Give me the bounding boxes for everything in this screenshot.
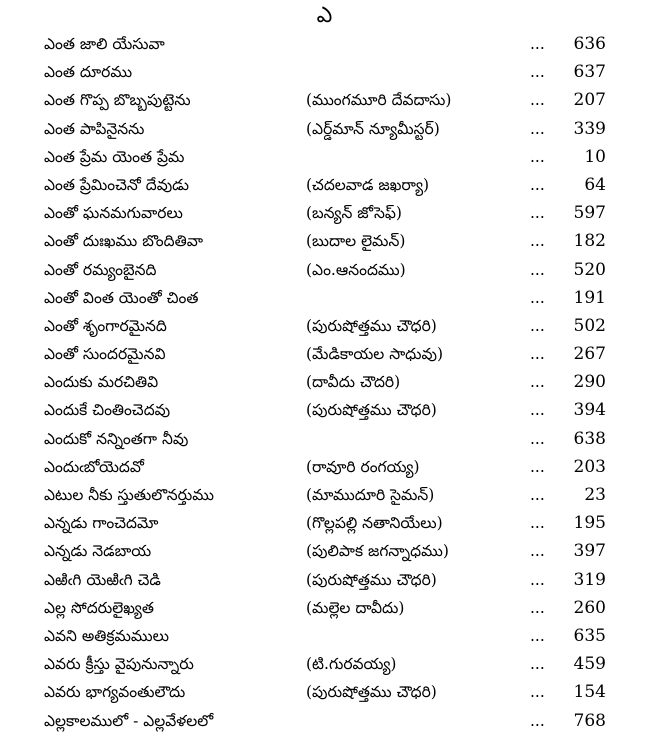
index-entry <box>0 199 649 227</box>
index-entry <box>0 650 649 678</box>
page-number: 768 <box>573 710 606 731</box>
page-number: 267 <box>573 344 606 365</box>
leader-dots: ... <box>530 429 545 448</box>
page-number: 394 <box>573 400 606 421</box>
index-entry <box>0 58 649 86</box>
leader-dots: ... <box>530 260 545 279</box>
page-number: 203 <box>573 456 606 477</box>
page-number: 459 <box>573 654 606 675</box>
page-number: 10 <box>584 146 606 167</box>
leader-dots: ... <box>530 655 545 674</box>
song-title: ఎంత ప్రేమ యెంత ప్రేమ <box>44 147 185 166</box>
index-entry <box>0 171 649 199</box>
index-entry <box>0 256 649 284</box>
leader-dots: ... <box>530 316 545 335</box>
leader-dots: ... <box>530 204 545 223</box>
leader-dots: ... <box>530 401 545 420</box>
page-number: 319 <box>573 569 606 590</box>
page-number: 636 <box>573 34 606 54</box>
song-title: ఎంతో దుఃఖము బొందితివా <box>44 232 203 251</box>
leader-dots: ... <box>530 119 545 138</box>
song-title: ఎంత పాపినైనను <box>44 119 145 138</box>
song-author: (దావీదు చౌదరి) <box>306 373 401 392</box>
index-entry <box>0 707 649 735</box>
page-number: 290 <box>573 372 606 393</box>
index-entry <box>0 425 649 453</box>
song-author: (మల్లెల దావీదు) <box>306 598 405 617</box>
leader-dots: ... <box>530 35 545 53</box>
leader-dots: ... <box>530 570 545 589</box>
leader-dots: ... <box>530 232 545 251</box>
song-author: (పులిపాక జగన్నాధము) <box>306 542 449 561</box>
song-index-list <box>0 30 649 735</box>
song-author: (పురుషోత్తము చౌధరి) <box>306 316 437 335</box>
song-title: ఎన్నడు గాంచెదమో <box>44 514 159 533</box>
song-title: ఎవరు భాగ్యవంతులౌదు <box>44 683 186 702</box>
index-entry <box>0 453 649 481</box>
song-author: (ఎం.ఆనందము) <box>306 260 406 279</box>
index-entry <box>0 678 649 706</box>
page-number: 638 <box>573 428 606 449</box>
leader-dots: ... <box>530 598 545 617</box>
song-title: ఎంతో ఘనమగువారలు <box>44 204 183 223</box>
song-title: ఎంతో రమ్యంబైనది <box>44 260 157 279</box>
song-title: ఎవరు క్రీస్తు వైపునున్నారు <box>44 655 194 674</box>
index-entry <box>0 368 649 396</box>
leader-dots: ... <box>530 175 545 194</box>
song-author: (పురుషోత్తము చౌధరి) <box>306 683 437 702</box>
leader-dots: ... <box>530 457 545 476</box>
song-author: (చదలవాడ జఖర్యా) <box>306 175 430 194</box>
song-title: ఎల్లకాలములో - ఎల్లవేళలలో <box>44 711 214 730</box>
leader-dots: ... <box>530 683 545 702</box>
page-number: 154 <box>573 682 606 703</box>
page-number: 195 <box>573 513 606 534</box>
page-number: 520 <box>573 259 606 280</box>
song-title: ఎటుల నీకు స్తుతులొనర్తుము <box>44 486 214 504</box>
leader-dots: ... <box>530 711 545 730</box>
song-title: ఎన్నడు నెడబాయ <box>44 542 152 561</box>
index-entry <box>0 340 649 368</box>
page-number: 23 <box>584 485 606 505</box>
index-entry <box>0 594 649 622</box>
song-author: (బుదాల లైమన్) <box>306 232 406 251</box>
index-entry <box>0 537 649 565</box>
song-title: ఎందుకు మరచితివి <box>44 373 159 392</box>
page-number: 635 <box>573 625 606 646</box>
leader-dots: ... <box>530 288 545 307</box>
song-title: ఎంత దూరము <box>44 63 133 82</box>
page-number: 339 <box>573 118 606 139</box>
song-title: ఎందుఁబోయెదవో <box>44 457 144 476</box>
song-author: (పురుషోత్తము చౌధరి) <box>306 401 437 420</box>
index-entry <box>0 30 649 58</box>
index-entry <box>0 227 649 255</box>
song-author: (పురుషోత్తము చౌధరి) <box>306 570 437 589</box>
page-number: 191 <box>573 287 606 308</box>
song-author: (గొల్లపల్లి నతానియేలు) <box>306 514 443 533</box>
song-author: (ఎర్డ్‌మాన్ న్యూమీస్టర్) <box>306 119 440 138</box>
page-number: 64 <box>584 174 606 195</box>
song-title: ఎందుకే చింతించెదవు <box>44 401 171 420</box>
leader-dots: ... <box>530 486 545 504</box>
song-author: (రావూరి రంగయ్య) <box>306 457 420 476</box>
page-number: 207 <box>573 90 606 111</box>
song-title: ఎంత జాలి యేసువా <box>44 35 165 53</box>
leader-dots: ... <box>530 373 545 392</box>
song-title: ఎంతో సుందరమైనవి <box>44 345 166 364</box>
index-entry <box>0 481 649 509</box>
song-title: ఎంత ప్రేమించెనో దేవుడు <box>44 175 190 194</box>
index-entry <box>0 115 649 143</box>
song-title: ఎల్ల సోదరులైఖ్యత <box>44 598 154 617</box>
song-author: (బన్యన్ జోసెఫ్) <box>306 204 402 223</box>
song-title: ఎఱిఁగి యెఱిఁగి చెడి <box>44 570 161 589</box>
index-entry <box>0 396 649 424</box>
leader-dots: ... <box>530 626 545 645</box>
song-author: (మేడికాయల సాధువు) <box>306 345 444 364</box>
song-title: ఎంతో శృంగారమైనది <box>44 316 167 335</box>
page-number: 637 <box>573 62 606 83</box>
index-entry <box>0 509 649 537</box>
song-title: ఎవని అతిక్రమములు <box>44 626 169 645</box>
leader-dots: ... <box>530 345 545 364</box>
page-number: 397 <box>573 541 606 562</box>
song-author: (మాముదూరి సైమన్) <box>306 486 435 504</box>
index-entry <box>0 86 649 114</box>
leader-dots: ... <box>530 63 545 82</box>
index-entry <box>0 566 649 594</box>
page-number: 597 <box>573 203 606 224</box>
page-number: 182 <box>573 231 606 252</box>
song-title: ఎందుకో నన్నింతగా నీవు <box>44 429 189 448</box>
leader-dots: ... <box>530 514 545 533</box>
index-entry <box>0 143 649 171</box>
song-title: ఎంత గొప్ప బొబ్బపుట్టెను <box>44 91 191 110</box>
index-entry <box>0 284 649 312</box>
index-entry <box>0 312 649 340</box>
leader-dots: ... <box>530 91 545 110</box>
section-letter-heading <box>0 2 649 30</box>
song-title: ఎంతో వింత యెంతో చింత <box>44 288 199 307</box>
section-letter: ఎ <box>316 3 333 28</box>
leader-dots: ... <box>530 147 545 166</box>
page-number: 502 <box>573 315 606 336</box>
song-author: (ముంగమూరి దేవదాసు) <box>306 91 452 110</box>
page-number: 260 <box>573 597 606 618</box>
leader-dots: ... <box>530 542 545 561</box>
index-entry <box>0 622 649 650</box>
song-author: (టి.గురవయ్య) <box>306 655 397 674</box>
